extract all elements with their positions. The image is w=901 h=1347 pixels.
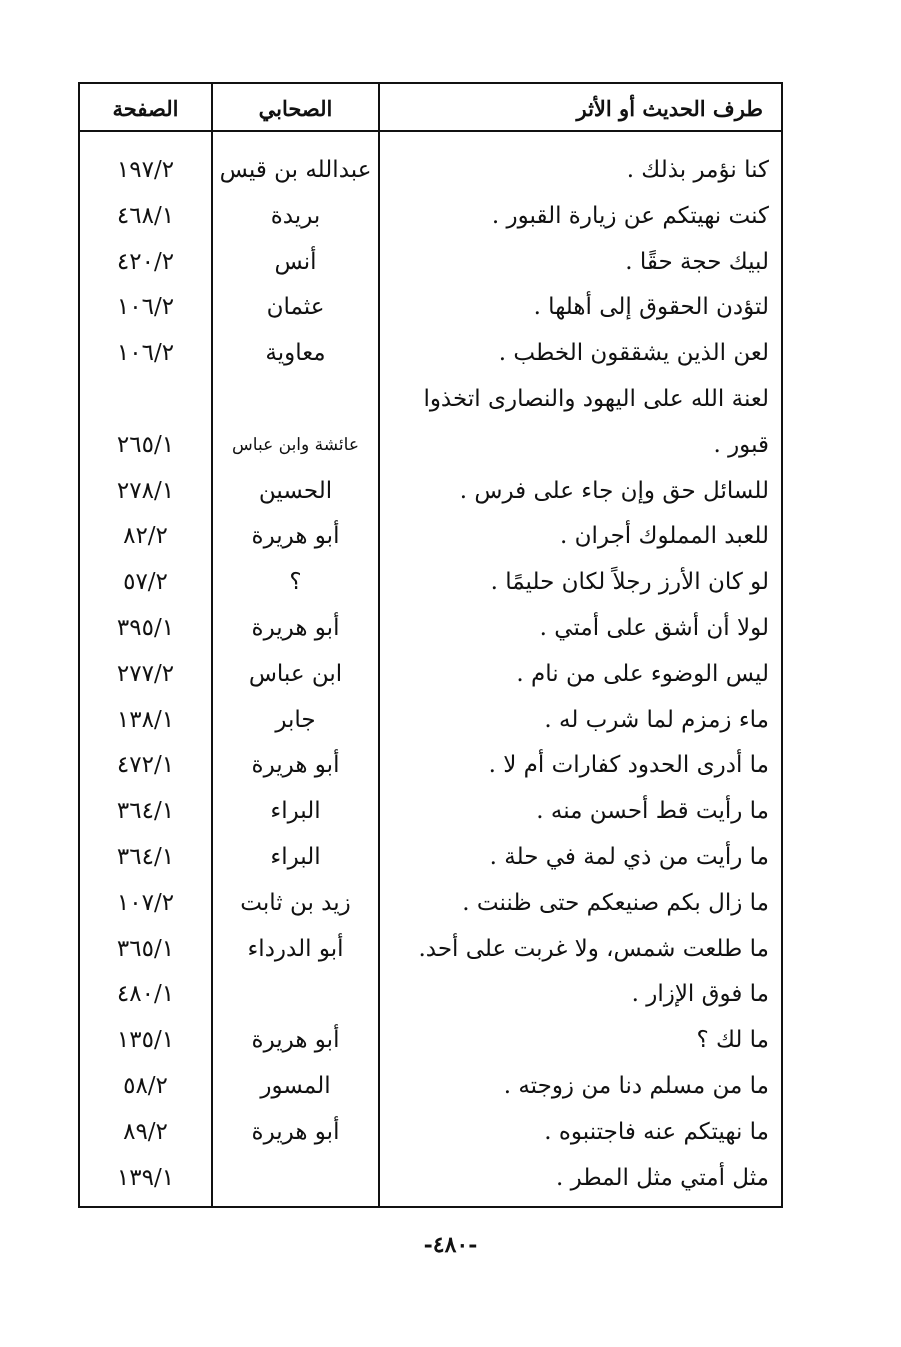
hadith-text-cell: ما رأيت قط أحسن منه . bbox=[536, 798, 769, 825]
page-cell bbox=[80, 377, 211, 423]
companion-cell: أبو هريرة bbox=[251, 614, 340, 641]
table-row bbox=[80, 1018, 781, 1064]
page-cell: ١٠٦/٢ bbox=[116, 294, 175, 321]
page-cell: ١٣٥/١ bbox=[116, 1027, 175, 1054]
hadith-text-cell: لعنة الله على اليهود والنصارى اتخذوا bbox=[423, 385, 769, 412]
hadith-text-cell: ماء زمزم لما شرب له . bbox=[544, 706, 769, 733]
table-row bbox=[80, 606, 781, 652]
page-cell: ٣٩٥/١ bbox=[116, 614, 175, 641]
page-cell: ١٣٨/١ bbox=[116, 706, 175, 733]
hadith-text-cell: كنت نهيتكم عن زيارة القبور . bbox=[491, 202, 769, 229]
companion-cell bbox=[213, 972, 378, 1018]
companion-cell: أبو الدرداء bbox=[247, 935, 344, 962]
hadith-text-cell: لولا أن أشق على أمتي . bbox=[539, 614, 769, 641]
companion-cell: عائشة وابن عباس bbox=[232, 434, 359, 455]
table-row bbox=[80, 423, 781, 469]
table-row bbox=[80, 1110, 781, 1156]
table-row bbox=[80, 469, 781, 515]
table-row bbox=[80, 514, 781, 560]
hadith-text-cell: كنا نؤمر بذلك . bbox=[626, 157, 769, 183]
page-cell: ٤٨٠/١ bbox=[116, 981, 175, 1008]
companion-cell: ؟ bbox=[289, 569, 302, 596]
page-cell: ١٣٩/١ bbox=[116, 1164, 175, 1191]
header-companion: الصحابي bbox=[258, 96, 333, 121]
hadith-text-cell: لعن الذين يشققون الخطب . bbox=[498, 340, 769, 367]
companion-cell: أبو هريرة bbox=[251, 752, 340, 779]
hadith-text-cell: ما زال بكم صنيعكم حتى ظننت . bbox=[462, 889, 769, 916]
page-cell: ٢٧٨/١ bbox=[116, 477, 175, 504]
companion-cell: أبو هريرة bbox=[251, 1118, 340, 1145]
companion-cell bbox=[213, 1156, 378, 1202]
companion-cell: زيد بن ثابت bbox=[240, 889, 351, 916]
index-table bbox=[78, 82, 783, 1208]
header-divider bbox=[80, 130, 781, 132]
hadith-text-cell: للسائل حق وإن جاء على فرس . bbox=[459, 477, 769, 504]
table-row bbox=[80, 927, 781, 973]
companion-cell: بريدة bbox=[270, 202, 321, 229]
page-cell: ٥٨/٢ bbox=[123, 1072, 168, 1099]
table-row bbox=[80, 743, 781, 789]
companion-cell: جابر bbox=[275, 706, 316, 733]
hadith-text-cell: لبيك حجة حقًا . bbox=[625, 248, 769, 275]
table-row bbox=[80, 148, 781, 194]
table-row bbox=[80, 972, 781, 1018]
table-row bbox=[80, 240, 781, 286]
table-row bbox=[80, 789, 781, 835]
page-cell: ٥٧/٢ bbox=[123, 569, 168, 596]
companion-cell: أبو هريرة bbox=[251, 1027, 340, 1054]
hadith-text-cell: مثل أمتي مثل المطر . bbox=[556, 1164, 769, 1191]
table-row bbox=[80, 377, 781, 423]
companion-cell: عبدالله بن قيس bbox=[219, 157, 372, 183]
table-row bbox=[80, 881, 781, 927]
table-row bbox=[80, 698, 781, 744]
header-hadith-text: طرف الحديث أو الأثر bbox=[576, 96, 763, 121]
table-row bbox=[80, 835, 781, 881]
table-row bbox=[80, 331, 781, 377]
companion-cell: البراء bbox=[270, 798, 321, 825]
page-cell: ٢٧٧/٢ bbox=[116, 660, 175, 687]
table-row bbox=[80, 652, 781, 698]
companion-cell: معاوية bbox=[265, 340, 326, 367]
page-cell: ٤٢٠/٢ bbox=[116, 248, 175, 275]
companion-cell: المسور bbox=[260, 1072, 331, 1099]
table-row bbox=[80, 560, 781, 606]
hadith-text-cell: ما أدرى الحدود كفارات أم لا . bbox=[488, 752, 769, 779]
hadith-text-cell: ليس الوضوء على من نام . bbox=[516, 660, 769, 687]
hadith-text-cell: قبور . bbox=[713, 431, 769, 458]
table-row bbox=[80, 1156, 781, 1202]
hadith-text-cell: للعبد المملوك أجران . bbox=[560, 523, 769, 550]
page-cell: ٨٢/٢ bbox=[123, 523, 168, 550]
companion-cell: عثمان bbox=[266, 294, 325, 321]
hadith-text-cell: ما من مسلم دنا من زوجته . bbox=[503, 1072, 769, 1099]
page-cell: ١٠٦/٢ bbox=[116, 340, 175, 367]
hadith-text-cell: ما لك ؟ bbox=[696, 1027, 769, 1054]
companion-cell: أنس bbox=[274, 248, 317, 275]
page-cell: ٤٦٨/١ bbox=[116, 202, 175, 229]
page-cell: ٤٧٢/١ bbox=[116, 752, 175, 779]
companion-cell: ابن عباس bbox=[248, 660, 343, 687]
hadith-text-cell: ما فوق الإزار . bbox=[631, 981, 769, 1008]
hadith-text-cell: لتؤدن الحقوق إلى أهلها . bbox=[533, 294, 769, 321]
hadith-text-cell: ما رأيت من ذي لمة في حلة . bbox=[489, 843, 769, 870]
page-cell: ٣٦٤/١ bbox=[116, 843, 175, 870]
hadith-text-cell: ما نهيتكم عنه فاجتنبوه . bbox=[544, 1118, 769, 1145]
companion-cell: أبو هريرة bbox=[251, 523, 340, 550]
page-cell: ١٩٧/٢ bbox=[116, 157, 175, 183]
page-cell: ١٠٧/٢ bbox=[116, 889, 175, 916]
page-cell: ٨٩/٢ bbox=[123, 1118, 168, 1145]
page-cell: ٣٦٥/١ bbox=[116, 935, 175, 962]
header-page: الصفحة bbox=[112, 96, 179, 121]
companion-cell: الحسين bbox=[258, 477, 333, 504]
companion-cell: البراء bbox=[270, 843, 321, 870]
page-cell: ٢٦٥/١ bbox=[116, 431, 175, 458]
hadith-text-cell: لو كان الأرز رجلاً لكان حليمًا . bbox=[490, 569, 769, 596]
table-row bbox=[80, 285, 781, 331]
table-row bbox=[80, 1064, 781, 1110]
table-row bbox=[80, 194, 781, 240]
companion-cell bbox=[213, 377, 378, 423]
hadith-text-cell: ما طلعت شمس، ولا غربت على أحد. bbox=[418, 935, 769, 962]
page-cell: ٣٦٤/١ bbox=[116, 798, 175, 825]
page-number: -٤٨٠- bbox=[423, 1232, 478, 1258]
table-body bbox=[80, 148, 781, 1201]
